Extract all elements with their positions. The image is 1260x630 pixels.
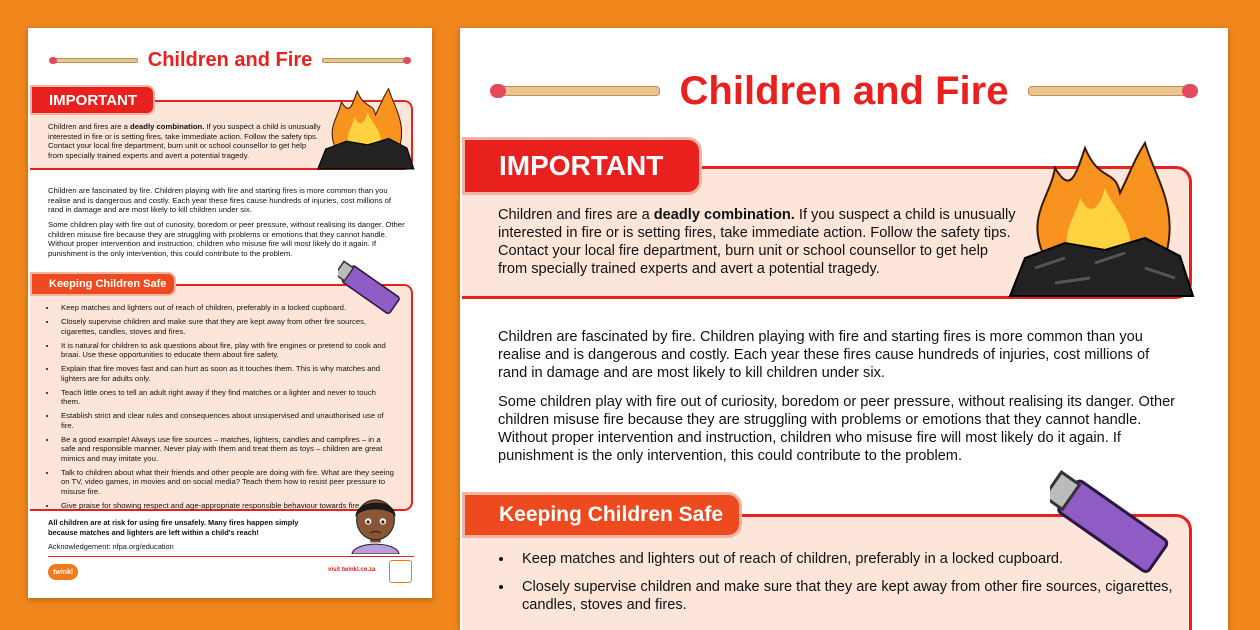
list-item: • Teach little ones to tell an adult right away if they find matches or a lighter and never to touch them. bbox=[57, 388, 397, 407]
match-icon bbox=[493, 86, 660, 96]
quality-badge-icon bbox=[389, 560, 412, 583]
important-text-rest: If you suspect a child is unusually interested in fire or is setting fires, take immediate action. Follow the safety tips. Contact your local fire department, burn unit or school counsellor to get help from specially trained experts and avert a potential tragedy. bbox=[48, 122, 321, 160]
campfire-icon bbox=[1005, 138, 1195, 298]
closing-statement: All children are at risk for using fire unsafely. Many fires happen simply because matches and lighters are left within a child's reach! bbox=[48, 518, 299, 537]
twinkl-logo: twinkl bbox=[48, 564, 78, 580]
important-text-rest: If you suspect a child is unusually interested in fire or is setting fires, take immediate action. Follow the safety tips. Contact your local fire department, burn unit or school counsellor to get help from specially trained experts and avert a potential tragedy. bbox=[498, 207, 1016, 277]
list-item: • Keep matches and lighters out of reach of children, preferably in a locked cupboard. bbox=[514, 550, 1174, 568]
important-text-bold: deadly combination. bbox=[653, 207, 795, 223]
campfire-icon bbox=[315, 86, 415, 170]
worried-child-illustration bbox=[344, 491, 407, 554]
important-heading: IMPORTANT bbox=[462, 137, 702, 195]
paragraph: Some children play with fire out of curiosity, boredom or peer pressure, without realising its danger. Other children misuse fire because they are struggling with problems or emotions that they cannot handle. Without proper intervention and instruction, children who misuse fire will most likely do it again. If punishment is the only intervention, this could contribute to the problem. bbox=[48, 220, 405, 258]
list-item: • Be a good example! Always use fire sources – matches, lighters, candles and campfires – in a safe and responsible manner. Never play with them and treat them as toys – children are great mimics and may imitate you. bbox=[57, 435, 397, 464]
important-text bbox=[498, 206, 1018, 278]
footer-link: visit twinkl.co.za bbox=[328, 567, 376, 573]
important-heading: IMPORTANT bbox=[30, 85, 155, 115]
important-text bbox=[48, 122, 322, 160]
paragraph: Children are fascinated by fire. Children playing with fire and starting fires is more common than you realise and is dangerous and costly. Each year these fires cause hundreds of injuries, cost millions of rand in damage and are most likely to kill children under six. bbox=[498, 329, 1150, 381]
page-title: Children and Fire bbox=[679, 68, 1009, 113]
paragraph: Some children play with fire out of curiosity, boredom or peer pressure, without realising its danger. Other children misuse fire because they are struggling with problems or emotions that they cannot handle. Without proper intervention and instruction, children who misuse fire will most likely do it again. If punishment is the only intervention, this could contribute to the problem. bbox=[498, 394, 1176, 464]
match-icon bbox=[322, 58, 410, 63]
page-title: Children and Fire bbox=[147, 48, 313, 71]
list-item: • It is natural for children to ask questions about fire, play with fire engines or pretend to cook and braai. Use these opportunities to educate them about fire safety. bbox=[57, 341, 397, 360]
list-item: • Keep matches and lighters out of reach of children, preferably in a locked cupboard. bbox=[57, 303, 397, 313]
list-item: • Closely supervise children and make sure that they are kept away from other fire sources, cigarettes, candles, stoves and fires. bbox=[514, 578, 1174, 614]
title-row bbox=[28, 49, 432, 71]
safety-list bbox=[498, 550, 1174, 624]
page-preview bbox=[460, 28, 1228, 630]
title-row bbox=[460, 68, 1228, 114]
list-item: • Give praise for showing respect and age-appropriate responsible behaviour towards fire. bbox=[57, 501, 397, 511]
list-item: • Closely supervise children and make sure that they are kept away from other fire sources, cigarettes, candles, stoves and fires. bbox=[57, 317, 397, 336]
match-icon bbox=[50, 58, 138, 63]
safety-heading: Keeping Children Safe bbox=[30, 272, 176, 296]
page-thumbnail[interactable] bbox=[28, 28, 432, 598]
list-item: • Talk to children about what their friends and other people are doing with fire. What are they seeing on TV, video games, in movies and on social media? Teach them how to resist peer pressure to misuse fire. bbox=[57, 468, 397, 497]
safety-heading: Keeping Children Safe bbox=[462, 492, 742, 538]
important-text-lead: Children and fires are a bbox=[498, 207, 654, 223]
important-text-lead: Children and fires are a bbox=[48, 122, 131, 131]
paragraph: Children are fascinated by fire. Children playing with fire and starting fires is more common than you realise and is dangerous and costly. Each year these fires cause hundreds of injuries, cost millions of rand in damage and are most likely to kill children under six. bbox=[48, 186, 391, 214]
list-item: • Explain that fire moves fast and can hurt as soon as it touches them. This is why matches and lighters are for adults only. bbox=[57, 364, 397, 383]
list-item: • Establish strict and clear rules and consequences about unsupervised and unauthorised use of fire. bbox=[57, 411, 397, 430]
match-icon bbox=[1028, 86, 1195, 96]
acknowledgement: Acknowledgement: nfpa.org/education bbox=[48, 542, 174, 551]
footer-divider bbox=[48, 556, 414, 557]
safety-list bbox=[48, 303, 397, 515]
important-text-bold: deadly combination. bbox=[130, 122, 205, 131]
